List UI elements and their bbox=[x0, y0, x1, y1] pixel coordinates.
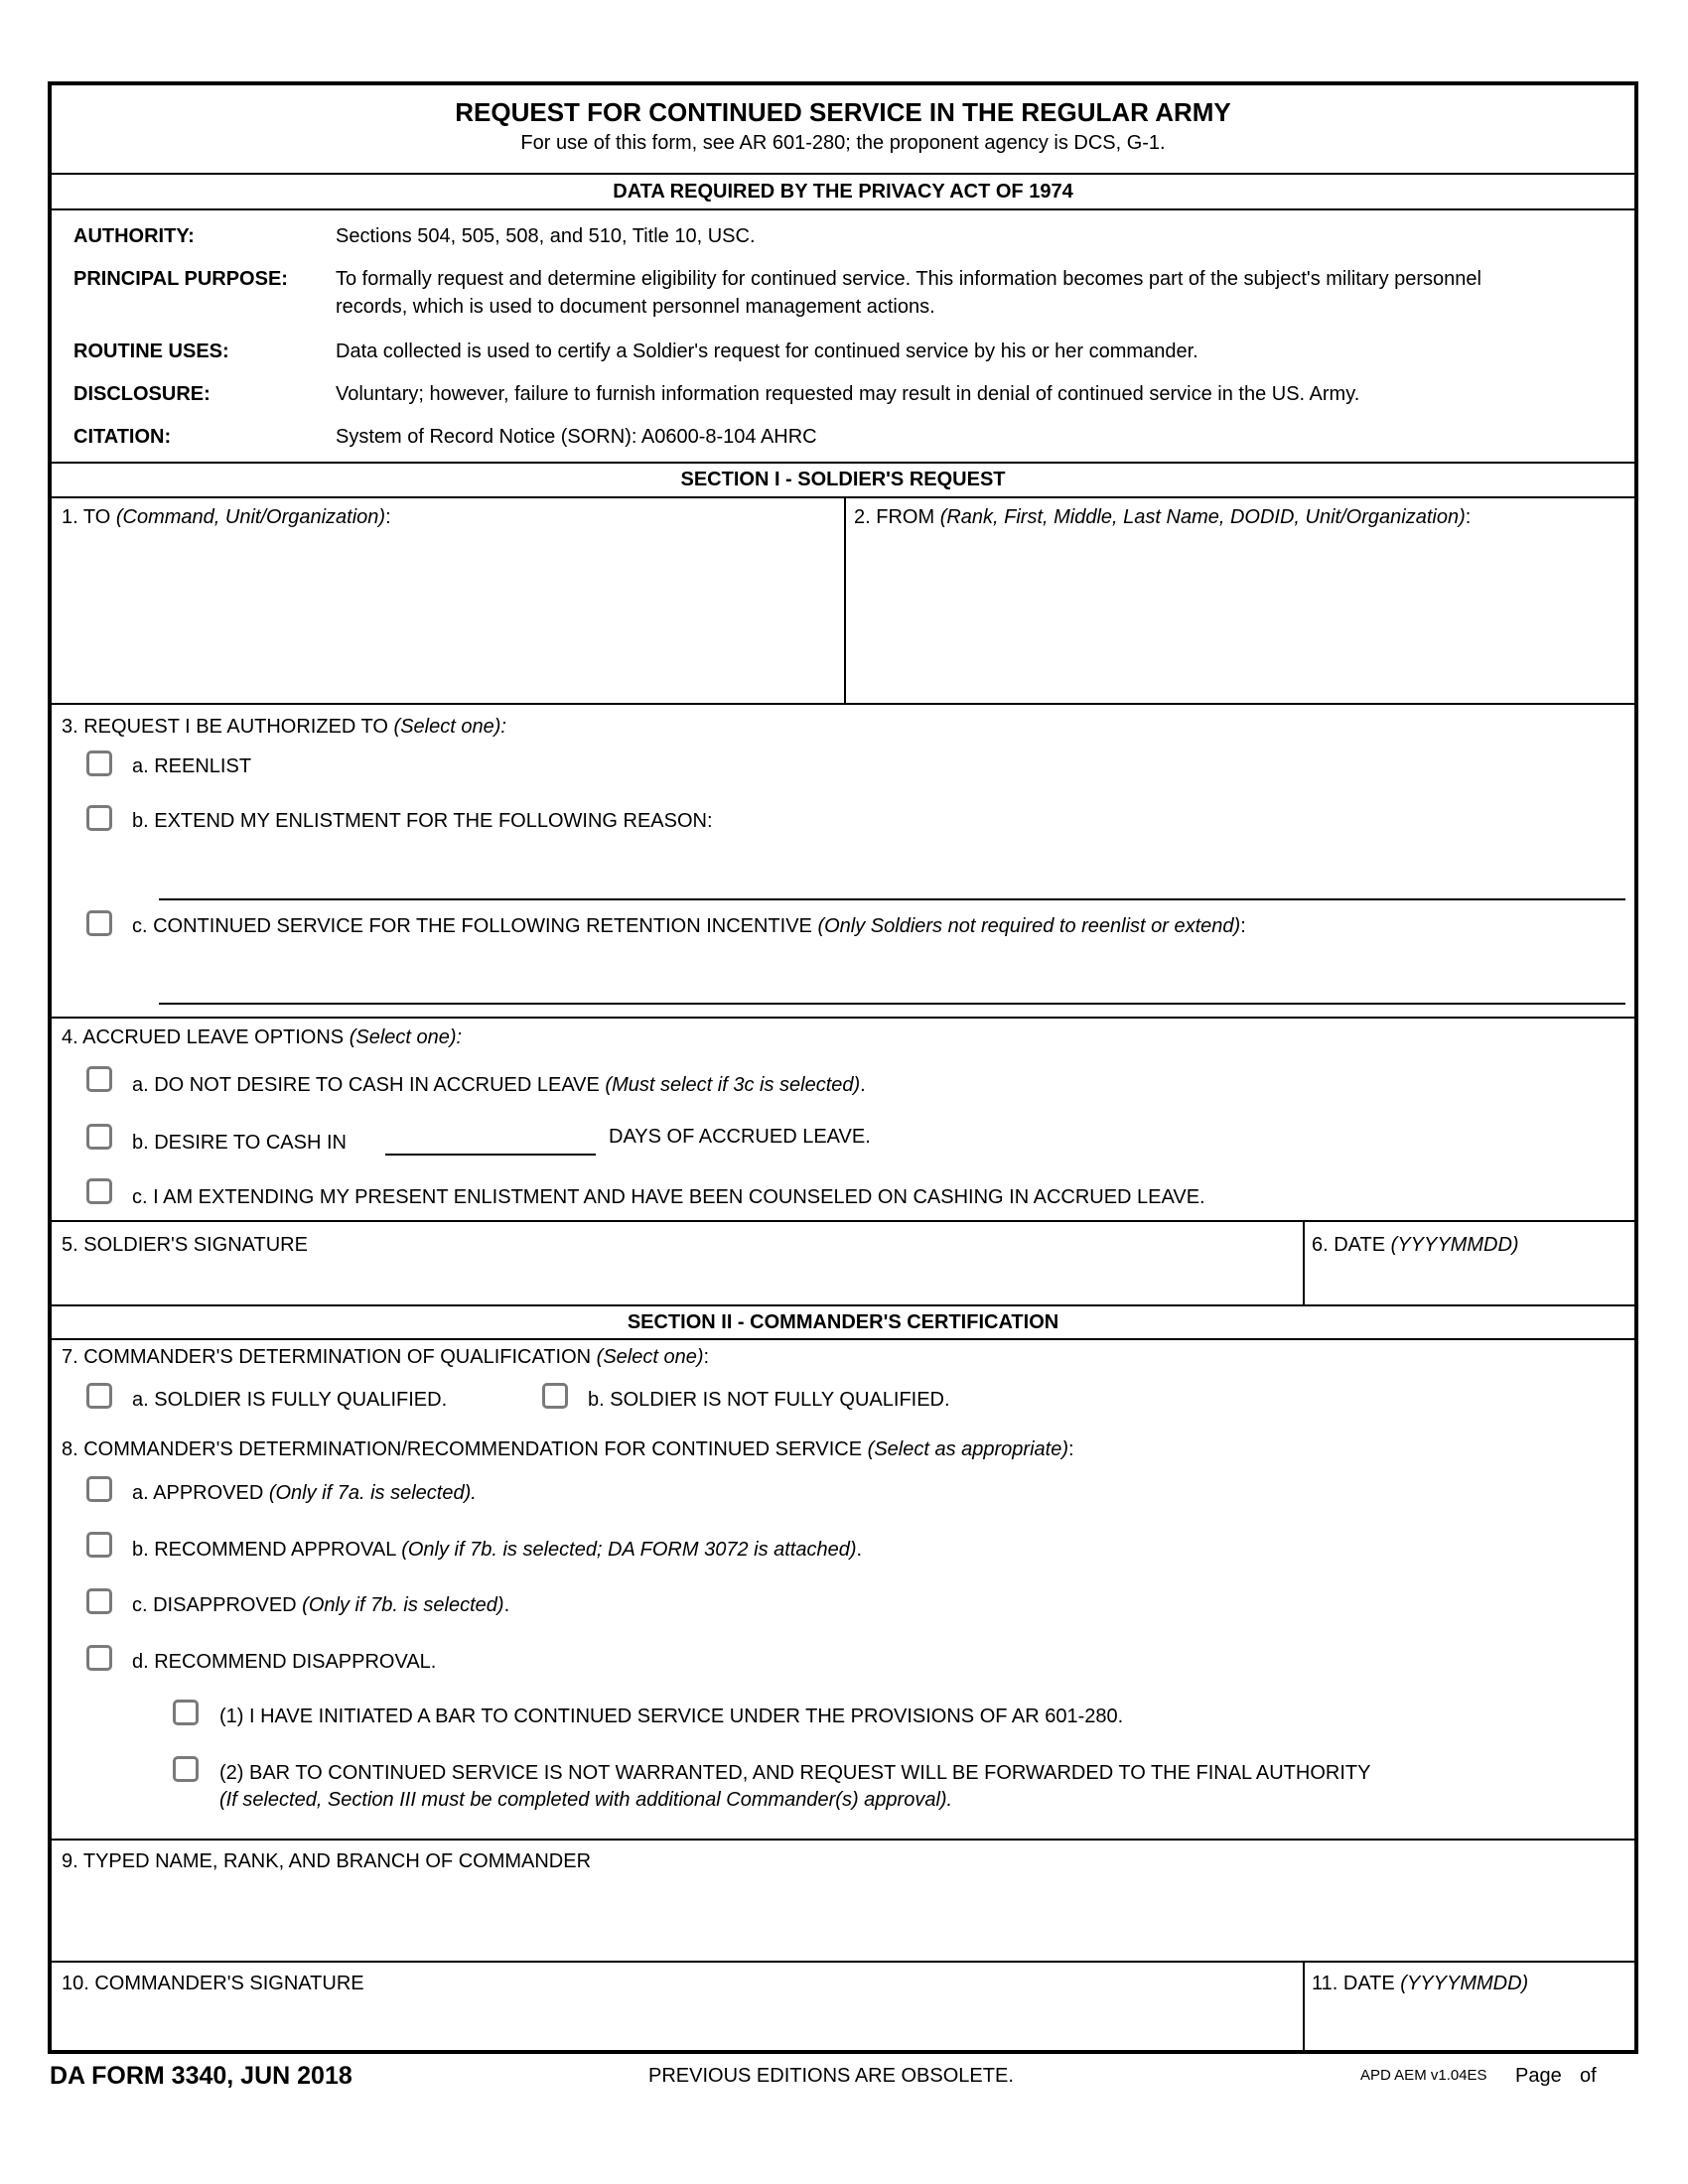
q8-label: 8. COMMANDER'S DETERMINATION/RECOMMENDATION FOR CONTINUED SERVICE (Select as appropriate): bbox=[62, 1438, 1074, 1460]
extend-reason-line[interactable] bbox=[159, 898, 1625, 900]
disclosure-label: DISCLOSURE: bbox=[73, 383, 211, 405]
from-label: 2. FROM (Rank, First, Middle, Last Name, DODID, Unit/Organization): bbox=[854, 506, 1472, 528]
extending-counseled-checkbox[interactable] bbox=[86, 1178, 112, 1204]
q8c-label: c. DISAPPROVED (Only if 7b. is selected). bbox=[132, 1594, 510, 1616]
retention-incentive-checkbox[interactable] bbox=[86, 910, 112, 936]
fully-qualified-checkbox[interactable] bbox=[86, 1383, 112, 1409]
divider bbox=[52, 208, 1634, 210]
bar-initiated-checkbox[interactable] bbox=[173, 1700, 199, 1725]
divider bbox=[52, 703, 1634, 705]
divider bbox=[1303, 1220, 1305, 1304]
section-1-heading: SECTION I - SOLDIER'S REQUEST bbox=[680, 469, 1006, 490]
citation-text: System of Record Notice (SORN): A0600-8-104 AHRC bbox=[336, 426, 817, 448]
no-cash-leave-checkbox[interactable] bbox=[86, 1066, 112, 1092]
q3c-label: c. CONTINUED SERVICE FOR THE FOLLOWING RETENTION INCENTIVE (Only Soldiers not required to reenlist or extend): bbox=[132, 915, 1246, 937]
q4-label: 4. ACCRUED LEAVE OPTIONS (Select one): bbox=[62, 1026, 463, 1048]
citation-label: CITATION: bbox=[73, 426, 172, 448]
q8d2-label: (2) BAR TO CONTINUED SERVICE IS NOT WARRANTED, AND REQUEST WILL BE FORWARDED TO THE FINAL AUTHORITY bbox=[219, 1762, 1371, 1784]
q3-label: 3. REQUEST I BE AUTHORIZED TO (Select one): bbox=[62, 716, 506, 738]
divider bbox=[52, 1839, 1634, 1841]
disclosure-text: Voluntary; however, failure to furnish information requested may result in denial of continued service in the US. Army. bbox=[336, 383, 1360, 405]
commander-signature-label: 10. COMMANDER'S SIGNATURE bbox=[62, 1973, 364, 1994]
form-identifier: DA FORM 3340, JUN 2018 bbox=[50, 2062, 352, 2090]
to-label: 1. TO (Command, Unit/Organization): bbox=[62, 506, 391, 528]
section-2-heading: SECTION II - COMMANDER'S CERTIFICATION bbox=[627, 1311, 1059, 1333]
incentive-line[interactable] bbox=[159, 1003, 1625, 1005]
divider bbox=[52, 496, 1634, 498]
purpose-text-2: records, which is used to document personnel management actions. bbox=[336, 296, 935, 318]
cash-leave-checkbox[interactable] bbox=[86, 1124, 112, 1150]
q8d2-hint: (If selected, Section III must be completed with additional Commander(s) approval). bbox=[219, 1789, 953, 1811]
routine-uses-text: Data collected is used to certify a Soldier's request for continued service by his or her commander. bbox=[336, 341, 1198, 362]
soldier-signature-label: 5. SOLDIER'S SIGNATURE bbox=[62, 1234, 308, 1256]
commander-name-field[interactable] bbox=[62, 1887, 1620, 1927]
divider bbox=[52, 1304, 1634, 1306]
commander-name-label: 9. TYPED NAME, RANK, AND BRANCH OF COMMANDER bbox=[62, 1850, 592, 1872]
q4a-label: a. DO NOT DESIRE TO CASH IN ACCRUED LEAVE (Must select if 3c is selected). bbox=[132, 1074, 866, 1096]
q8a-label: a. APPROVED (Only if 7a. is selected). bbox=[132, 1482, 477, 1504]
q8b-label: b. RECOMMEND APPROVAL (Only if 7b. is selected; DA FORM 3072 is attached). bbox=[132, 1539, 863, 1561]
to-field[interactable] bbox=[62, 534, 836, 683]
soldier-date-label: 6. DATE (YYYYMMDD) bbox=[1312, 1234, 1519, 1256]
page-of-label: of bbox=[1580, 2065, 1597, 2087]
commander-date-label: 11. DATE (YYYYMMDD) bbox=[1312, 1973, 1529, 1994]
divider bbox=[52, 1220, 1634, 1222]
disapproved-checkbox[interactable] bbox=[86, 1588, 112, 1614]
from-field[interactable] bbox=[854, 534, 1624, 683]
purpose-label: PRINCIPAL PURPOSE: bbox=[73, 268, 288, 290]
routine-uses-label: ROUTINE USES: bbox=[73, 341, 229, 362]
version-label: APD AEM v1.04ES bbox=[1360, 2067, 1487, 2084]
q7a-label: a. SOLDIER IS FULLY QUALIFIED. bbox=[132, 1389, 448, 1411]
page-label: Page bbox=[1515, 2065, 1562, 2087]
q3b-label: b. EXTEND MY ENLISTMENT FOR THE FOLLOWING REASON: bbox=[132, 810, 713, 832]
divider bbox=[52, 1338, 1634, 1340]
recommend-disapproval-checkbox[interactable] bbox=[86, 1645, 112, 1671]
recommend-approval-checkbox[interactable] bbox=[86, 1532, 112, 1558]
bar-not-warranted-checkbox[interactable] bbox=[173, 1756, 199, 1782]
divider bbox=[52, 1961, 1634, 1963]
authority-label: AUTHORITY: bbox=[73, 225, 195, 247]
q3a-label: a. REENLIST bbox=[132, 755, 252, 777]
q7-label: 7. COMMANDER'S DETERMINATION OF QUALIFICATION (Select one): bbox=[62, 1346, 710, 1368]
divider bbox=[52, 173, 1634, 175]
purpose-text-1: To formally request and determine eligibility for continued service. This information becomes part of the subject's military personnel bbox=[336, 268, 1481, 290]
form-container bbox=[48, 81, 1638, 2054]
q4c-label: c. I AM EXTENDING MY PRESENT ENLISTMENT AND HAVE BEEN COUNSELED ON CASHING IN ACCRUED LEAVE. bbox=[132, 1186, 1205, 1208]
divider bbox=[52, 1017, 1634, 1019]
reenlist-checkbox[interactable] bbox=[86, 751, 112, 776]
divider bbox=[844, 496, 846, 703]
privacy-heading: DATA REQUIRED BY THE PRIVACY ACT OF 1974 bbox=[613, 181, 1073, 203]
q7b-label: b. SOLDIER IS NOT FULLY QUALIFIED. bbox=[588, 1389, 950, 1411]
editions-notice: PREVIOUS EDITIONS ARE OBSOLETE. bbox=[648, 2065, 1014, 2087]
q8d1-label: (1) I HAVE INITIATED A BAR TO CONTINUED SERVICE UNDER THE PROVISIONS OF AR 601-280. bbox=[219, 1706, 1124, 1727]
authority-text: Sections 504, 505, 508, and 510, Title 10, USC. bbox=[336, 225, 756, 247]
leave-days-line[interactable] bbox=[385, 1154, 596, 1156]
q4b-label: b. DESIRE TO CASH IN bbox=[132, 1132, 347, 1154]
divider bbox=[52, 462, 1634, 464]
q8d-label: d. RECOMMEND DISAPPROVAL. bbox=[132, 1651, 437, 1673]
q4b-suffix: DAYS OF ACCRUED LEAVE. bbox=[609, 1126, 871, 1148]
approved-checkbox[interactable] bbox=[86, 1476, 112, 1502]
extend-checkbox[interactable] bbox=[86, 805, 112, 831]
form-title: REQUEST FOR CONTINUED SERVICE IN THE REGULAR ARMY bbox=[455, 97, 1231, 127]
not-fully-qualified-checkbox[interactable] bbox=[542, 1383, 568, 1409]
divider bbox=[1303, 1961, 1305, 2054]
form-subtitle: For use of this form, see AR 601-280; the proponent agency is DCS, G-1. bbox=[520, 132, 1166, 154]
